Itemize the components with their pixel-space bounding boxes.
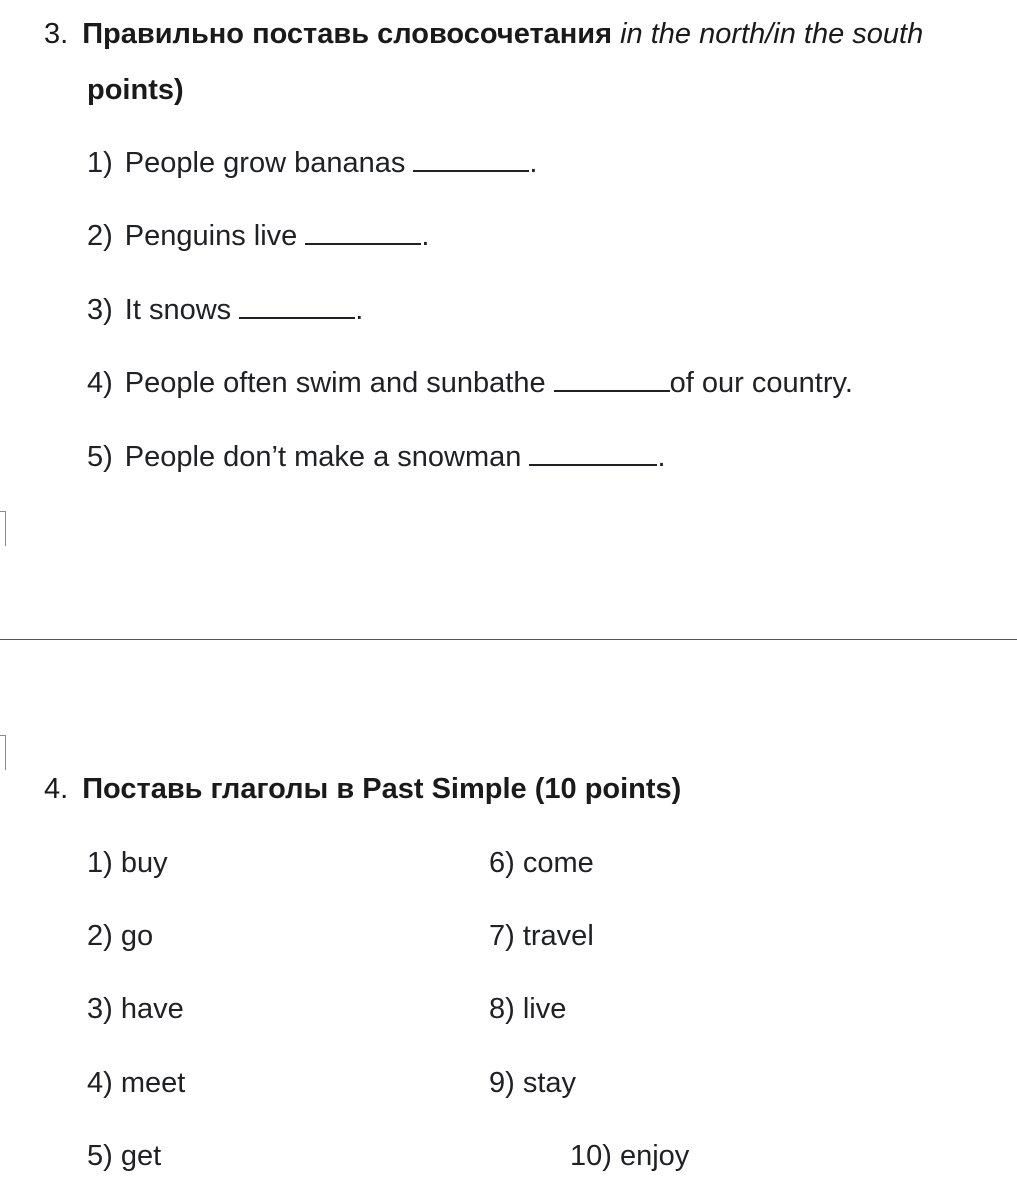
task4-heading bbox=[44, 771, 681, 807]
task4-instruction: Поставь глаголы в Past Simple (10 points) bbox=[82, 773, 682, 805]
answer-blank[interactable] bbox=[305, 242, 421, 245]
item-text: People often swim and sunbathe bbox=[124, 367, 546, 399]
answer-blank[interactable] bbox=[413, 169, 529, 172]
task3-item-5 bbox=[87, 439, 666, 475]
answer-blank[interactable] bbox=[239, 316, 355, 319]
item-text: It snows bbox=[124, 294, 232, 326]
item-after: . bbox=[657, 441, 666, 473]
margin-mark-top bbox=[0, 511, 6, 546]
item-number: 4) bbox=[87, 367, 113, 399]
item-number: 2) bbox=[87, 220, 113, 252]
verb-item-9: 9) stay bbox=[489, 1067, 577, 1099]
task4-number: 4. bbox=[44, 773, 69, 805]
verb-item-1: 1) buy bbox=[87, 847, 168, 879]
task3-number: 3. bbox=[44, 18, 69, 50]
task3-item-3 bbox=[87, 292, 363, 328]
verb-item-7: 7) travel bbox=[489, 920, 594, 952]
task3-item-4 bbox=[87, 365, 853, 401]
verb-item-2: 2) go bbox=[87, 920, 154, 952]
verb-item-6: 6) come bbox=[489, 847, 594, 879]
page-divider bbox=[0, 639, 1017, 640]
item-after: of our country. bbox=[669, 367, 853, 399]
verb-item-3: 3) have bbox=[87, 993, 184, 1025]
verb-item-10: 10) enjoy bbox=[570, 1140, 690, 1172]
task3-phrase: in the north/in the south bbox=[620, 18, 924, 50]
answer-blank[interactable] bbox=[554, 389, 670, 392]
task3-instruction: Правильно поставь словосочетания bbox=[82, 18, 613, 50]
verb-item-8: 8) live bbox=[489, 993, 567, 1025]
item-after: . bbox=[421, 220, 430, 252]
verb-item-4: 4) meet bbox=[87, 1067, 186, 1099]
task3-heading bbox=[44, 16, 923, 52]
task3-item-1 bbox=[87, 145, 537, 181]
verb-item-5: 5) get bbox=[87, 1140, 162, 1172]
task3-item-2 bbox=[87, 218, 429, 254]
answer-blank[interactable] bbox=[529, 463, 657, 466]
item-text: People don’t make a snowman bbox=[124, 441, 522, 473]
margin-mark-bottom bbox=[0, 735, 6, 770]
item-number: 1) bbox=[87, 147, 113, 179]
item-number: 5) bbox=[87, 441, 113, 473]
task3-heading-cont: points) bbox=[87, 74, 184, 106]
item-number: 3) bbox=[87, 294, 113, 326]
item-after: . bbox=[529, 147, 538, 179]
item-text: Penguins live bbox=[124, 220, 298, 252]
item-text: People grow bananas bbox=[124, 147, 406, 179]
item-after: . bbox=[355, 294, 364, 326]
